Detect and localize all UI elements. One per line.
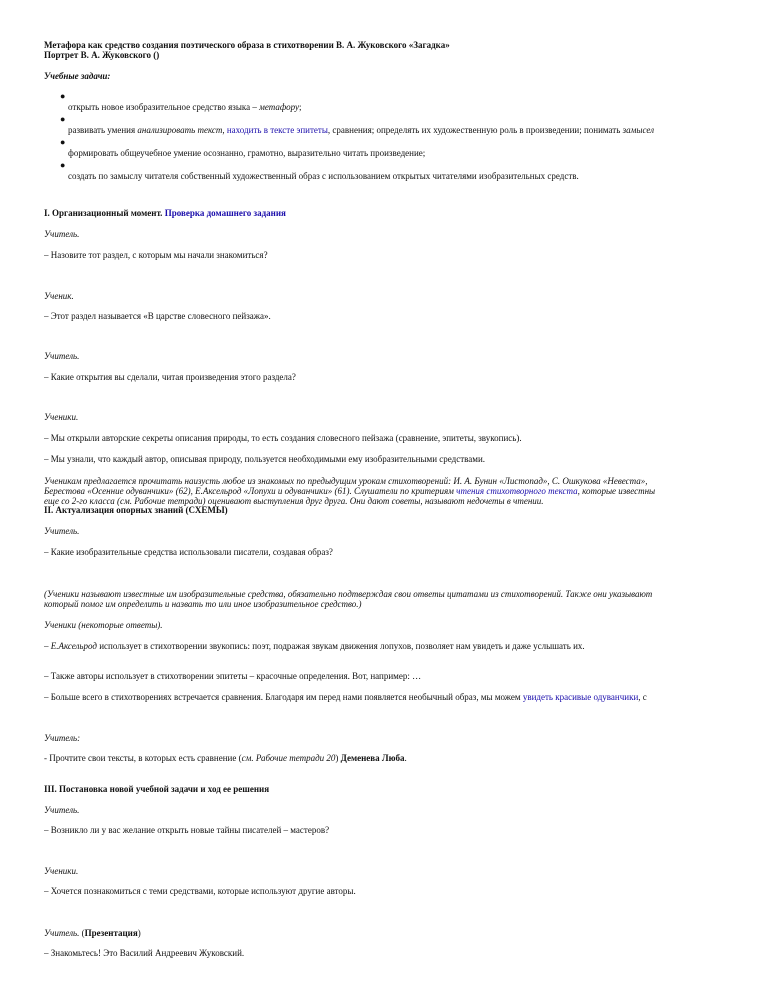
- link-dandelions[interactable]: увидеть красивые одуванчики: [522, 692, 639, 702]
- teacher-instruction: - Прочтите свои тексты, в которых есть сравнение (см. Рабочие тетради 20) Деменева Люба.: [44, 753, 407, 763]
- activity-note: Ученикам предлагается прочитать наизусть любое из знакомых по предыдущим урокам стихотворений: И. А. Бунин «Листопад», С. Ошкукова «Невеста»,: [44, 476, 648, 486]
- speaker-students: Ученики.: [44, 866, 79, 876]
- speaker-teacher: Учитель.: [44, 526, 80, 536]
- link-reading-criteria[interactable]: чтения стихотворного текста: [456, 486, 578, 496]
- bullet-icon: ●: [60, 160, 66, 170]
- speaker-teacher: Учитель.: [44, 229, 80, 239]
- tasks-heading: Учебные задачи:: [44, 71, 111, 81]
- lesson-title: Метафора как средство создания поэтического образа в стихотворении В. А. Жуковского «Загадка»: [44, 40, 450, 50]
- activity-note: еще со 2-го класса (см. Рабочие тетради) оценивают выступления друг друга. Они дают советы, называют недочеты в чтении.: [44, 496, 544, 506]
- section-3-heading: III. Постановка новой учебной задачи и ход ее решения: [44, 784, 270, 794]
- document-page: Метафора как средство создания поэтического образа в стихотворении В. А. Жуковского «Загадка» Портрет В. А. Жуковского () Учебные задачи: ● открыть новое изобразительное средство языка – метафору; ● развивать умения анализировать текст, находить в тексте эпитеты, сравнения; определять их художественную роль в произведении; понимать замысел ● формировать общеучебное умение осознанно, грамотно, выразительно читать произведение; ● создать по замыслу читателя собственный художественный образ с использованием открытых читателями изобразительных средств. I. Организационный момент. Проверка домашнего задания Учитель. – Назовите тот раздел, с которым мы начали знакомиться? Ученик. – Этот раздел называется «В царстве словесного пейзажа». Учитель. – Какие открытия вы сделали, читая произведения этого раздела? Ученики. – Мы открыли авторские секреты описания природы, то есть создания словесного пейзажа (сравнение, эпитеты, звукопись). – Мы узнали, что каждый автор, описывая природу, пользуется необходимыми ему изобразительными средствами. Ученикам предлагается прочитать наизусть любое из знакомых по предыдущим урокам стихотворений: И. А. Бунин «Листопад», С. Ошкукова «Невеста», Берестова «Осенние одуванчики» (62), Е.Аксельрод «Лопухи и одуванчики» (61). Слушатели по критериям чтения стихотворного текста, которые известны еще со 2-го класса (см. Рабочие тетради) оценивают выступления друг друга. Они дают советы, называют недочеты в чтении. II. Актуализация опорных знаний (СХЕМЫ) Учитель. – Какие изобразительные средства использовали писатели, создавая образ? (Ученики называют известные им изобразительные средства, обязательно подтверждая свои ответы цитатами из стихотворений. Также они указывают который помог им определить и назвать то или иное изобразительное средство.) Ученики (некоторые ответы). – Е.Аксельрод использует в стихотворении звукопись: поэт, подражая звукам движения лопухов, позволяет нам увидеть и даже услышать их. – Также авторы использует в стихотворении эпитеты – красочные определения. Вот, например: … – Больше всего в стихотворениях встречается сравнения. Благодаря им перед нами появляется необычный образ, мы можем увидеть красивые одуванчики, с Учитель: - Прочтите свои тексты, в которых есть сравнение (см. Рабочие тетради 20) Деменева Люба. III. Постановка новой учебной задачи и ход ее решения Учитель. – Возникло ли у вас желание открыть новые тайны писателей – мастеров? Ученики. – Хочется познакомиться с теми средствами, которые используют другие авторы. Учитель. (Презентация) – Знакомьтесь! Это Василий Андреевич Жуковский.: [44, 40, 656, 958]
- portrait-caption: Портрет В. А. Жуковского (): [44, 50, 160, 60]
- link-homework-check[interactable]: Проверка домашнего задания: [164, 208, 286, 218]
- speaker-teacher: Учитель.: [44, 805, 80, 815]
- bullet-icon: ●: [60, 137, 66, 147]
- activity-note: Берестова «Осенние одуванчики» (62), Е.Аксельрод «Лопухи и одуванчики» (61). Слушатели по критериям чтения стихотворного текста, которые известны: [44, 486, 656, 496]
- section-1-heading: I. Организационный момент. Проверка домашнего задания: [44, 208, 286, 218]
- teacher-question: – Возникло ли у вас желание открыть новые тайны писателей – мастеров?: [44, 825, 330, 835]
- bullet-icon: ●: [60, 114, 66, 124]
- students-answer: – Мы узнали, что каждый автор, описывая природу, пользуется необходимыми ему изобразительными средствами.: [44, 454, 486, 464]
- teacher-question: – Назовите тот раздел, с которым мы начали знакомиться?: [44, 250, 268, 260]
- students-answer: – Также авторы использует в стихотворении эпитеты – красочные определения. Вот, например: …: [44, 671, 422, 681]
- students-answer: – Мы открыли авторские секреты описания природы, то есть создания словесного пейзажа (сравнение, эпитеты, звукопись).: [44, 433, 522, 443]
- students-answer: – Больше всего в стихотворениях встречается сравнения. Благодаря им перед нами появляется необычный образ, мы можем увидеть красивые одуванчики, с: [44, 692, 647, 702]
- speaker-teacher: Учитель.: [44, 351, 80, 361]
- activity-note: который помог им определить и назвать то или иное изобразительное средство.): [44, 599, 362, 609]
- teacher-question: – Какие изобразительные средства использовали писатели, создавая образ?: [44, 547, 333, 557]
- students-answer: – Хочется познакомиться с теми средствами, которые используют другие авторы.: [44, 886, 356, 896]
- bullet-icon: ●: [60, 91, 66, 101]
- speaker-students: Ученики.: [44, 412, 79, 422]
- speaker-teacher-presentation: Учитель. (Презентация): [44, 928, 141, 938]
- section-2-heading: II. Актуализация опорных знаний (СХЕМЫ): [44, 505, 228, 515]
- teacher-statement: – Знакомьтесь! Это Василий Андреевич Жуковский.: [44, 948, 245, 958]
- student-answer: – Этот раздел называется «В царстве словесного пейзажа».: [44, 311, 271, 321]
- speaker-teacher: Учитель:: [44, 733, 81, 743]
- activity-note: (Ученики называют известные им изобразительные средства, обязательно подтверждая свои ответы цитатами из стихотворений. Также они указывают: [44, 589, 653, 599]
- speaker-student: Ученик.: [44, 291, 74, 301]
- students-answer: – Е.Аксельрод использует в стихотворении звукопись: поэт, подражая звукам движения лопухов, позволяет нам увидеть и даже услышать их.: [44, 641, 585, 651]
- teacher-question: – Какие открытия вы сделали, читая произведения этого раздела?: [44, 372, 296, 382]
- speaker-students: Ученики (некоторые ответы).: [44, 620, 163, 630]
- link-find-epithets[interactable]: находить в тексте эпитеты: [226, 125, 328, 135]
